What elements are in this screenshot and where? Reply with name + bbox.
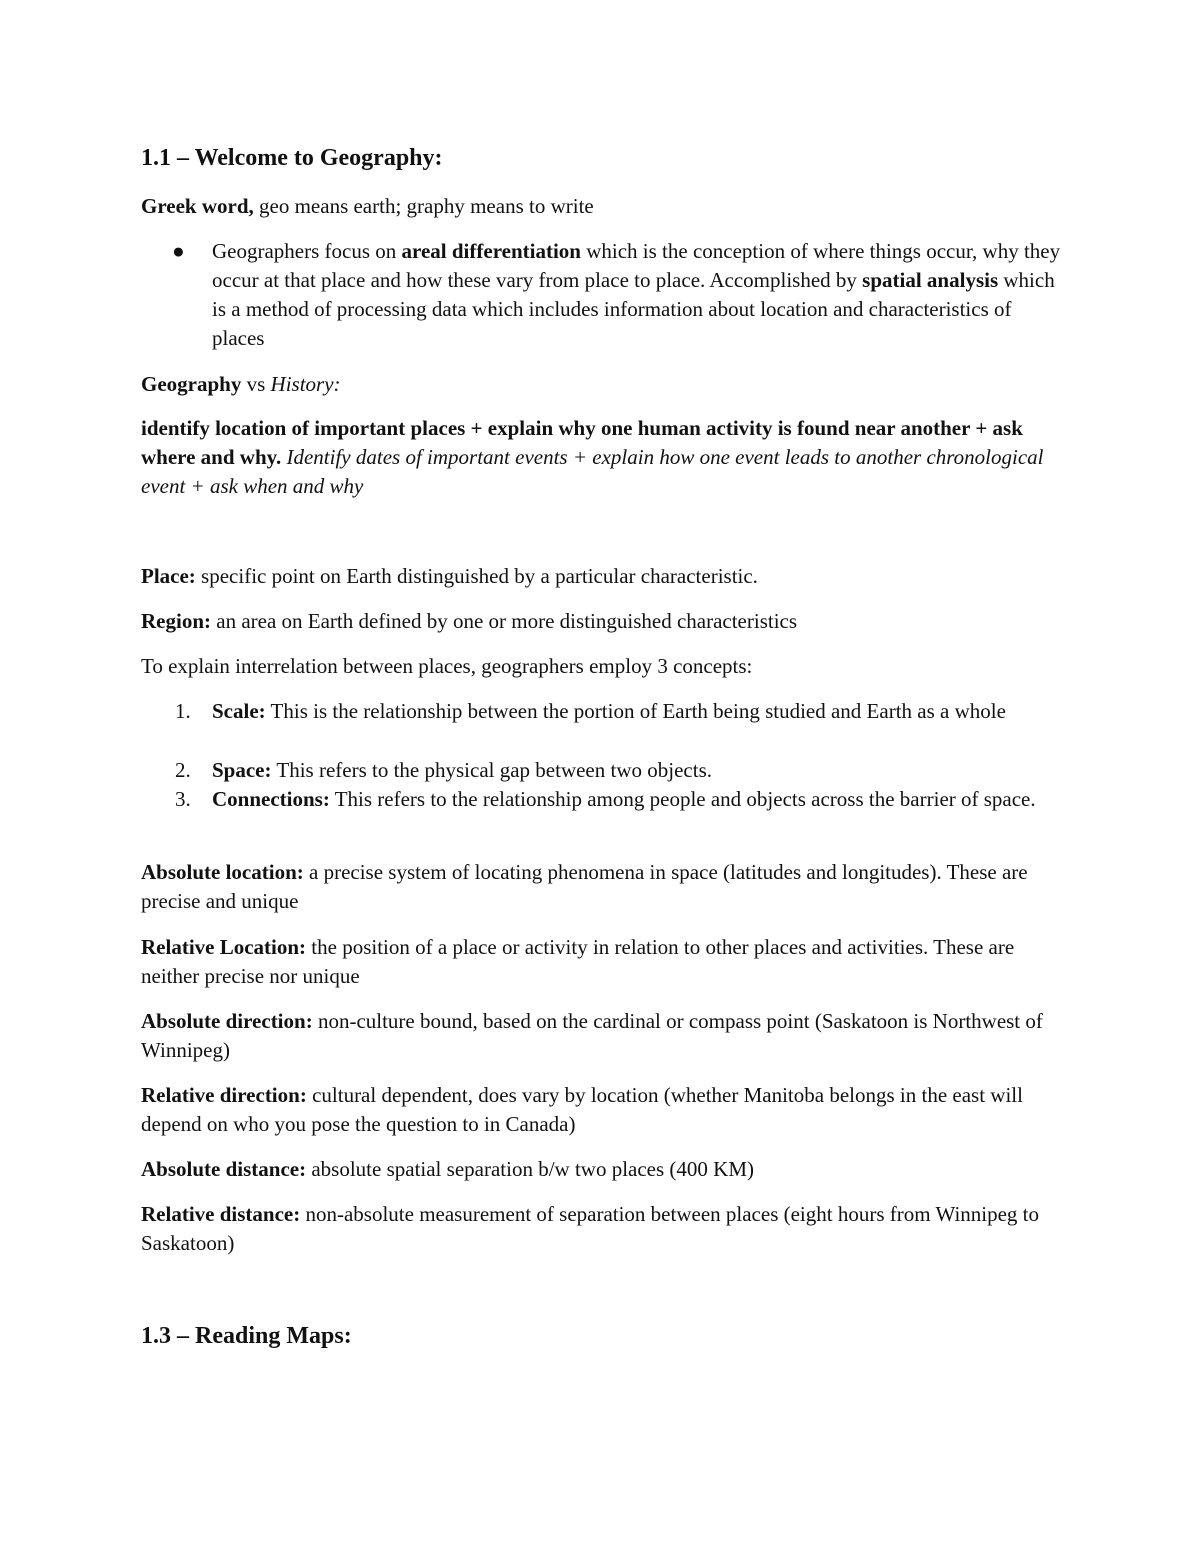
definition-text: a precise system of locating phenomena in space (latitudes and longitudes). These are precise and unique: [141, 860, 1028, 913]
definition-text: cultural dependent, does vary by location (whether Manitoba belongs in the east will depend on who you pose the question to in Canada): [141, 1083, 1023, 1136]
geography-label: Geography: [141, 372, 242, 396]
concept-term: Space:: [212, 758, 272, 782]
definition-relative-location: [141, 933, 1061, 991]
definition-text: absolute spatial separation b/w two places (400 KM): [306, 1157, 754, 1181]
definition-term: Relative direction:: [141, 1083, 307, 1107]
term-areal-differentiation: areal differentiation: [401, 239, 581, 263]
numbered-item-connections: [175, 785, 1061, 814]
greek-word-text: geo means earth; graphy means to write: [253, 194, 594, 218]
concept-term: Scale:: [212, 699, 266, 723]
definition-text: the position of a place or activity in relation to other places and activities. These are neither precise nor unique: [141, 935, 1015, 988]
concept-text: This refers to the physical gap between two objects.: [271, 758, 712, 782]
definition-term: Region:: [141, 609, 211, 633]
definition-term: Relative Location:: [141, 935, 307, 959]
definition-relative-direction: [141, 1081, 1061, 1139]
concepts-intro: To explain interrelation between places, geographers employ 3 concepts:: [141, 654, 753, 678]
greek-word-line: [141, 192, 1061, 221]
history-label: History:: [270, 372, 341, 396]
list-number: 1.: [175, 699, 191, 723]
list-number: 3.: [175, 787, 191, 811]
definition-place: [141, 562, 1061, 591]
section-heading-reading-maps: 1.3 – Reading Maps:: [141, 1323, 352, 1349]
greek-word-term: Greek word,: [141, 194, 254, 218]
definition-absolute-location: [141, 858, 1061, 916]
comparison-paragraph: [141, 414, 1061, 501]
definition-text: non-culture bound, based on the cardinal or compass point (Saskatoon is Northwest of Winnipeg): [141, 1009, 1043, 1062]
definition-absolute-direction: [141, 1007, 1061, 1065]
geography-vs-history-line: [141, 370, 1061, 399]
list-number: 2.: [175, 758, 191, 782]
definition-text: non-absolute measurement of separation between places (eight hours from Winnipeg to Saskatoon): [141, 1202, 1040, 1255]
definition-term: Relative distance:: [141, 1202, 301, 1226]
geography-comparison-text: identify location of important places + explain why one human activity is found near another + ask where and why.: [141, 416, 1023, 469]
bullet-item-areal-differentiation: [172, 237, 1061, 353]
concept-term: Connections:: [212, 787, 330, 811]
bullet-text-1: Geographers focus on: [212, 239, 402, 263]
concept-text: This is the relationship between the portion of Earth being studied and Earth as a whole: [265, 699, 1006, 723]
section-heading-welcome: 1.1 – Welcome to Geography:: [141, 145, 443, 171]
history-comparison-text: Identify dates of important events + explain how one event leads to another chronological event + ask when and why: [141, 445, 1044, 498]
concept-text: This refers to the relationship among people and objects across the barrier of space.: [329, 787, 1036, 811]
numbered-item-scale: [175, 697, 1061, 726]
vs-label: vs: [241, 372, 271, 396]
definition-relative-distance: [141, 1200, 1061, 1258]
bullet-icon: ●: [172, 239, 185, 263]
definition-term: Place:: [141, 564, 196, 588]
numbered-item-space: [175, 756, 1061, 785]
definition-term: Absolute direction:: [141, 1009, 313, 1033]
bullet-text-3: which is a method of processing data which includes information about location and characteristics of places: [212, 268, 1055, 350]
definition-term: Absolute distance:: [141, 1157, 307, 1181]
definition-region: [141, 607, 1061, 636]
term-spatial-analysis: spatial analysis: [862, 268, 999, 292]
definition-term: Absolute location:: [141, 860, 304, 884]
definition-text: an area on Earth defined by one or more distinguished characteristics: [211, 609, 798, 633]
definition-absolute-distance: [141, 1155, 1061, 1184]
definition-text: specific point on Earth distinguished by a particular characteristic.: [195, 564, 758, 588]
bullet-text-2: which is the conception of where things occur, why they occur at that place and how these vary from place to place. Accomplished by: [212, 239, 1061, 292]
